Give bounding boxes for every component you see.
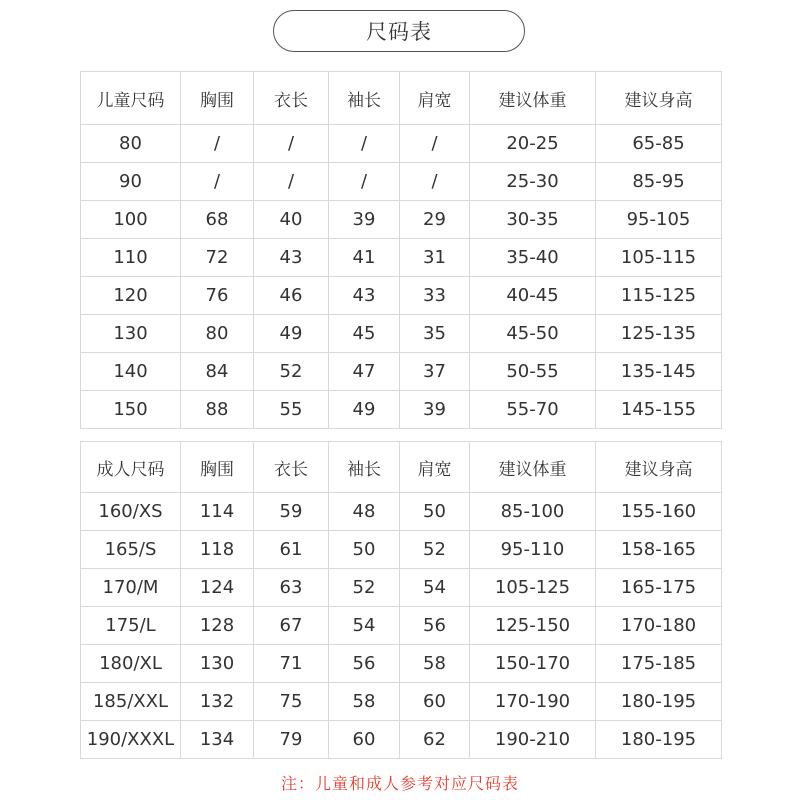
table-cell: 59 — [254, 493, 329, 531]
adult-size-table — [80, 441, 722, 759]
table-cell: 72 — [181, 239, 254, 277]
table-cell: 170/M — [81, 569, 181, 607]
table-cell: 55-70 — [470, 391, 596, 429]
table-row — [81, 239, 722, 277]
table-cell: 185/XXL — [81, 683, 181, 721]
table-cell: 47 — [329, 353, 400, 391]
table-cell: 56 — [329, 645, 400, 683]
table-cell: 80 — [81, 125, 181, 163]
table-row — [81, 645, 722, 683]
table-cell: 118 — [181, 531, 254, 569]
table-cell: / — [181, 125, 254, 163]
table-cell: 39 — [329, 201, 400, 239]
table-row — [81, 607, 722, 645]
table-cell: 31 — [400, 239, 470, 277]
table-cell: 25-30 — [470, 163, 596, 201]
table-cell: 41 — [329, 239, 400, 277]
table-cell: 20-25 — [470, 125, 596, 163]
table-cell: 128 — [181, 607, 254, 645]
table-cell: 39 — [400, 391, 470, 429]
table-cell: 190-210 — [470, 721, 596, 759]
table-cell: 45-50 — [470, 315, 596, 353]
table-cell: / — [400, 125, 470, 163]
table-row — [81, 277, 722, 315]
adult-header-cell: 袖长 — [329, 442, 400, 493]
table-cell: 124 — [181, 569, 254, 607]
table-row — [81, 163, 722, 201]
table-row — [81, 569, 722, 607]
table-cell: 90 — [81, 163, 181, 201]
table-cell: 180/XL — [81, 645, 181, 683]
table-cell: 33 — [400, 277, 470, 315]
table-cell: 95-105 — [596, 201, 722, 239]
adult-header-cell: 成人尺码 — [81, 442, 181, 493]
table-cell: 145-155 — [596, 391, 722, 429]
table-cell: 125-150 — [470, 607, 596, 645]
table-cell: 61 — [254, 531, 329, 569]
table-cell: 110 — [81, 239, 181, 277]
table-cell: 135-145 — [596, 353, 722, 391]
table-cell: 43 — [329, 277, 400, 315]
adult-header-row — [81, 442, 722, 493]
table-cell: 85-95 — [596, 163, 722, 201]
table-cell: 190/XXXL — [81, 721, 181, 759]
table-row — [81, 531, 722, 569]
kids-header-cell: 肩宽 — [400, 72, 470, 125]
adult-header-cell: 建议身高 — [596, 442, 722, 493]
table-cell: 63 — [254, 569, 329, 607]
table-cell: 46 — [254, 277, 329, 315]
table-cell: 30-35 — [470, 201, 596, 239]
kids-header-cell: 儿童尺码 — [81, 72, 181, 125]
adult-header-cell: 胸围 — [181, 442, 254, 493]
table-cell: 49 — [254, 315, 329, 353]
table-cell: 52 — [400, 531, 470, 569]
table-cell: 68 — [181, 201, 254, 239]
table-cell: 29 — [400, 201, 470, 239]
table-cell: 37 — [400, 353, 470, 391]
footnote: 注：儿童和成人参考对应尺码表 — [280, 774, 519, 793]
table-cell: 180-195 — [596, 721, 722, 759]
table-cell: / — [400, 163, 470, 201]
table-cell: 130 — [81, 315, 181, 353]
table-cell: 65-85 — [596, 125, 722, 163]
table-row — [81, 721, 722, 759]
table-row — [81, 683, 722, 721]
kids-header-cell: 衣长 — [254, 72, 329, 125]
table-cell: 43 — [254, 239, 329, 277]
adult-header-cell: 肩宽 — [400, 442, 470, 493]
table-cell: 79 — [254, 721, 329, 759]
table-cell: / — [329, 163, 400, 201]
table-cell: 76 — [181, 277, 254, 315]
table-cell: 58 — [400, 645, 470, 683]
table-cell: 155-160 — [596, 493, 722, 531]
table-cell: 49 — [329, 391, 400, 429]
table-cell: 150 — [81, 391, 181, 429]
table-cell: 88 — [181, 391, 254, 429]
adult-header-cell: 衣长 — [254, 442, 329, 493]
table-cell: / — [181, 163, 254, 201]
table-cell: 50-55 — [470, 353, 596, 391]
table-cell: 120 — [81, 277, 181, 315]
table-cell: 85-100 — [470, 493, 596, 531]
table-cell: 54 — [400, 569, 470, 607]
table-cell: 175-185 — [596, 645, 722, 683]
table-cell: 132 — [181, 683, 254, 721]
kids-header-cell: 建议身高 — [596, 72, 722, 125]
table-cell: 35 — [400, 315, 470, 353]
kids-header-cell: 袖长 — [329, 72, 400, 125]
table-cell: 40-45 — [470, 277, 596, 315]
table-cell: 114 — [181, 493, 254, 531]
table-cell: 54 — [329, 607, 400, 645]
table-cell: 50 — [400, 493, 470, 531]
table-cell: 165/S — [81, 531, 181, 569]
table-row — [81, 125, 722, 163]
table-cell: 52 — [329, 569, 400, 607]
page-title — [273, 10, 525, 52]
table-cell: 180-195 — [596, 683, 722, 721]
table-row — [81, 201, 722, 239]
table-cell: 165-175 — [596, 569, 722, 607]
table-cell: 71 — [254, 645, 329, 683]
table-row — [81, 353, 722, 391]
table-cell: 62 — [400, 721, 470, 759]
table-row — [81, 391, 722, 429]
kids-size-table — [80, 71, 722, 429]
table-cell: 125-135 — [596, 315, 722, 353]
table-cell: 55 — [254, 391, 329, 429]
kids-header-cell: 建议体重 — [470, 72, 596, 125]
table-cell: 150-170 — [470, 645, 596, 683]
table-cell: 60 — [400, 683, 470, 721]
table-cell: 105-125 — [470, 569, 596, 607]
table-cell: 48 — [329, 493, 400, 531]
kids-header-cell: 胸围 — [181, 72, 254, 125]
table-cell: 58 — [329, 683, 400, 721]
table-cell: 67 — [254, 607, 329, 645]
adult-header-cell: 建议体重 — [470, 442, 596, 493]
table-cell: 50 — [329, 531, 400, 569]
table-cell: 80 — [181, 315, 254, 353]
table-cell: 84 — [181, 353, 254, 391]
table-cell: / — [254, 125, 329, 163]
table-cell: 170-180 — [596, 607, 722, 645]
table-cell: 140 — [81, 353, 181, 391]
table-cell: 130 — [181, 645, 254, 683]
table-cell: 95-110 — [470, 531, 596, 569]
table-cell: 40 — [254, 201, 329, 239]
table-cell: 75 — [254, 683, 329, 721]
table-cell: 115-125 — [596, 277, 722, 315]
table-cell: 134 — [181, 721, 254, 759]
table-cell: / — [329, 125, 400, 163]
table-row — [81, 493, 722, 531]
table-cell: 158-165 — [596, 531, 722, 569]
table-cell: 100 — [81, 201, 181, 239]
table-cell: 52 — [254, 353, 329, 391]
table-cell: / — [254, 163, 329, 201]
table-cell: 160/XS — [81, 493, 181, 531]
table-cell: 105-115 — [596, 239, 722, 277]
table-cell: 170-190 — [470, 683, 596, 721]
table-cell: 60 — [329, 721, 400, 759]
kids-header-row — [81, 72, 722, 125]
table-cell: 56 — [400, 607, 470, 645]
page-title-text: 尺码表 — [366, 20, 432, 44]
table-row — [81, 315, 722, 353]
table-cell: 35-40 — [470, 239, 596, 277]
table-cell: 45 — [329, 315, 400, 353]
table-cell: 175/L — [81, 607, 181, 645]
